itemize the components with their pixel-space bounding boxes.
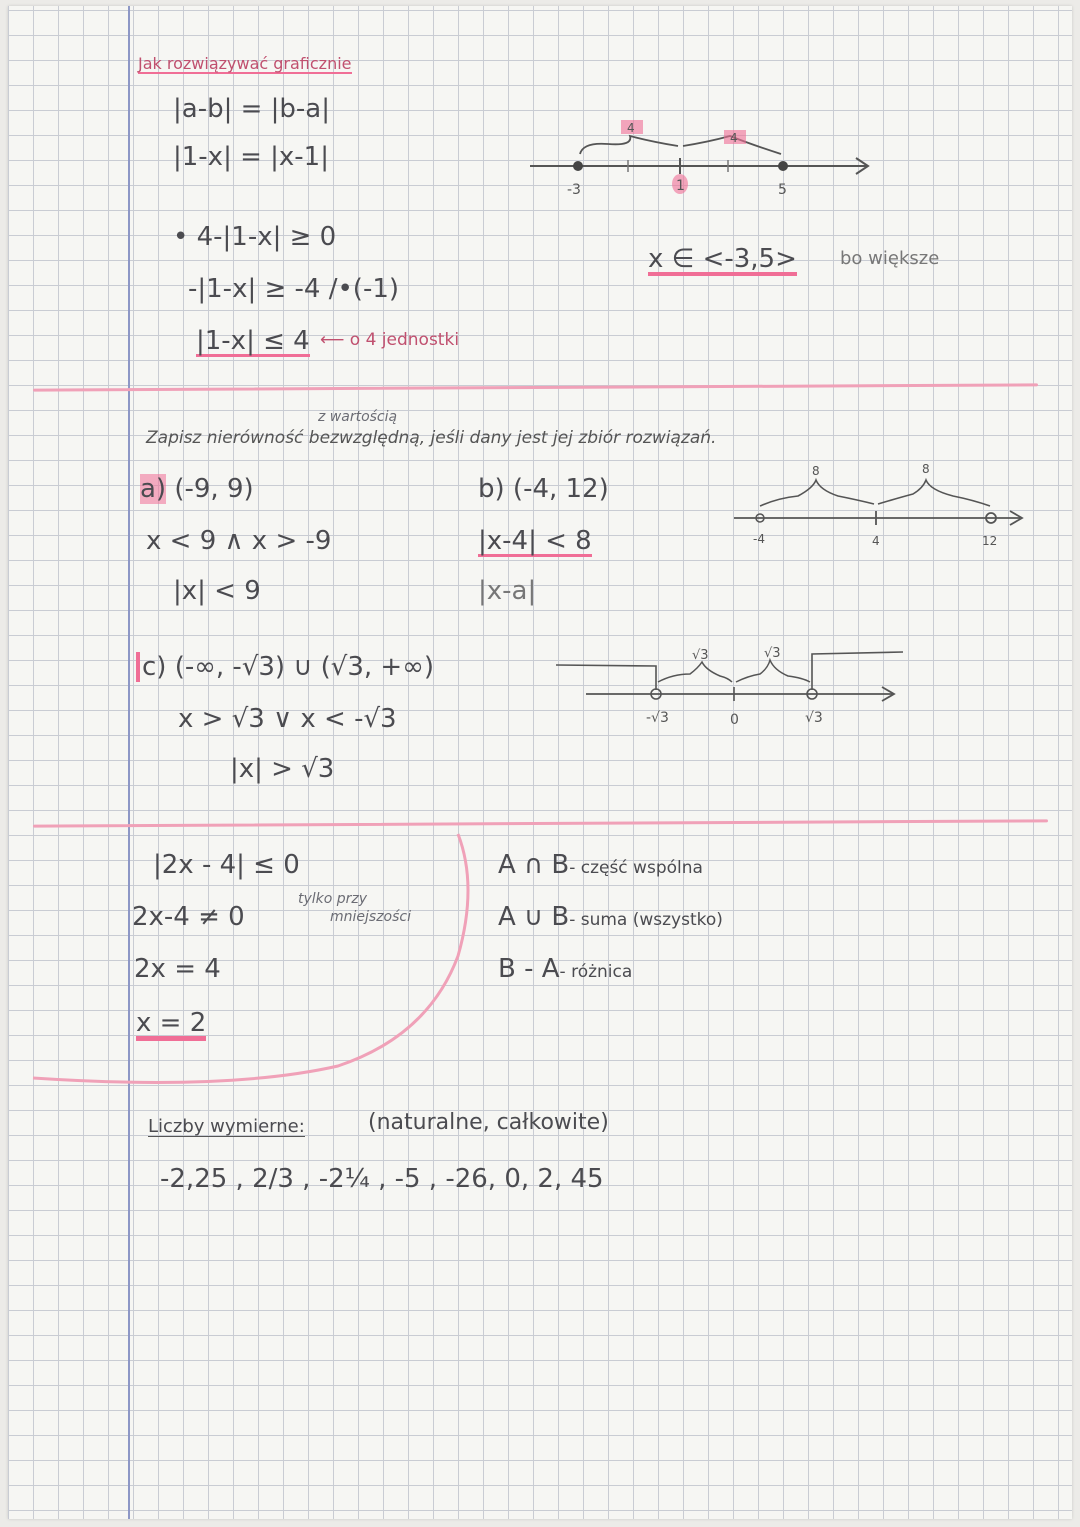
answer-note: bo większe <box>840 248 940 269</box>
set-intersection: A ∩ B- część wspólna <box>498 850 703 880</box>
part-b-line1: |x-4| < 8 <box>478 526 592 556</box>
part-c-line2: |x| > √3 <box>230 754 335 784</box>
set-difference: B - A- różnica <box>498 954 633 984</box>
inequality-step3: |1-x| ≤ 4 <box>196 326 310 356</box>
pink-curve <box>8 6 1072 1519</box>
nl1-right-label: 5 <box>778 182 787 198</box>
nl3-brace-right: √3 <box>764 646 781 661</box>
abs-equation: |2x - 4| ≤ 0 <box>153 850 300 880</box>
part-c-line1: x > √3 ∨ x < -√3 <box>178 704 397 734</box>
nl3-center-label: 0 <box>730 712 739 728</box>
arrow-note: ⟵ o 4 jednostki <box>320 330 460 350</box>
note-line1: tylko przy <box>298 891 368 907</box>
nl1-left-label: -3 <box>567 182 581 198</box>
equation-step2: 2x = 4 <box>134 954 221 984</box>
nl2-brace-left: 8 <box>812 464 820 478</box>
nl1-brace-right: 4 <box>730 131 738 145</box>
inequality-step1: • 4-|1-x| ≥ 0 <box>173 222 337 252</box>
equation-step1: 2x-4 ≠ 0 <box>132 902 245 932</box>
part-b-line2: |x-a| <box>478 576 537 606</box>
part-b-heading: b) (-4, 12) <box>478 474 609 504</box>
nl2-brace-right: 8 <box>922 462 930 476</box>
nl2-right-label: 12 <box>982 534 998 548</box>
nl3-right-label: √3 <box>805 710 823 726</box>
exercise-prompt: Zapisz nierówność bezwzględną, jeśli dany jest jej zbiór rozwiązań. <box>146 428 717 448</box>
note-line2: mniejszości <box>330 909 411 925</box>
nl3-left-label: -√3 <box>646 710 669 726</box>
nl3-brace-left: √3 <box>692 648 709 663</box>
part-a-line1: x < 9 ∧ x > -9 <box>146 526 332 556</box>
abs-identity: |a-b| = |b-a| <box>173 94 330 124</box>
abs-identity-example: |1-x| = |x-1| <box>173 142 329 172</box>
prompt-note: z wartością <box>318 409 398 425</box>
part-c-heading: c) (-∞, -√3) ∪ (√3, +∞) <box>136 654 434 680</box>
inequality-step2: -|1-x| ≥ -4 /•(-1) <box>188 274 400 304</box>
rational-heading: Liczby wymierne: <box>148 1116 305 1137</box>
rational-numbers: -2,25 , 2/3 , -2¼ , -5 , -26, 0, 2, 45 <box>160 1164 604 1194</box>
nl2-left-label: -4 <box>753 532 765 546</box>
part-a-line2: |x| < 9 <box>173 576 261 606</box>
part-a-heading: a) (-9, 9) <box>140 474 254 504</box>
nl2-center-label: 4 <box>872 534 880 548</box>
notebook-page <box>8 6 1072 1519</box>
section1-heading: Jak rozwiązywać graficznie <box>138 54 352 73</box>
arrow-icon: ⟵ <box>320 330 350 350</box>
answer-interval: x ∈ <-3,5> <box>648 244 797 274</box>
nl1-center-label: 1 <box>676 178 685 194</box>
set-union: A ∪ B- suma (wszystko) <box>498 902 723 932</box>
equation-solution: x = 2 <box>136 1010 206 1041</box>
nl1-brace-left: 4 <box>627 121 635 135</box>
rational-heading-note: (naturalne, całkowite) <box>368 1110 609 1135</box>
